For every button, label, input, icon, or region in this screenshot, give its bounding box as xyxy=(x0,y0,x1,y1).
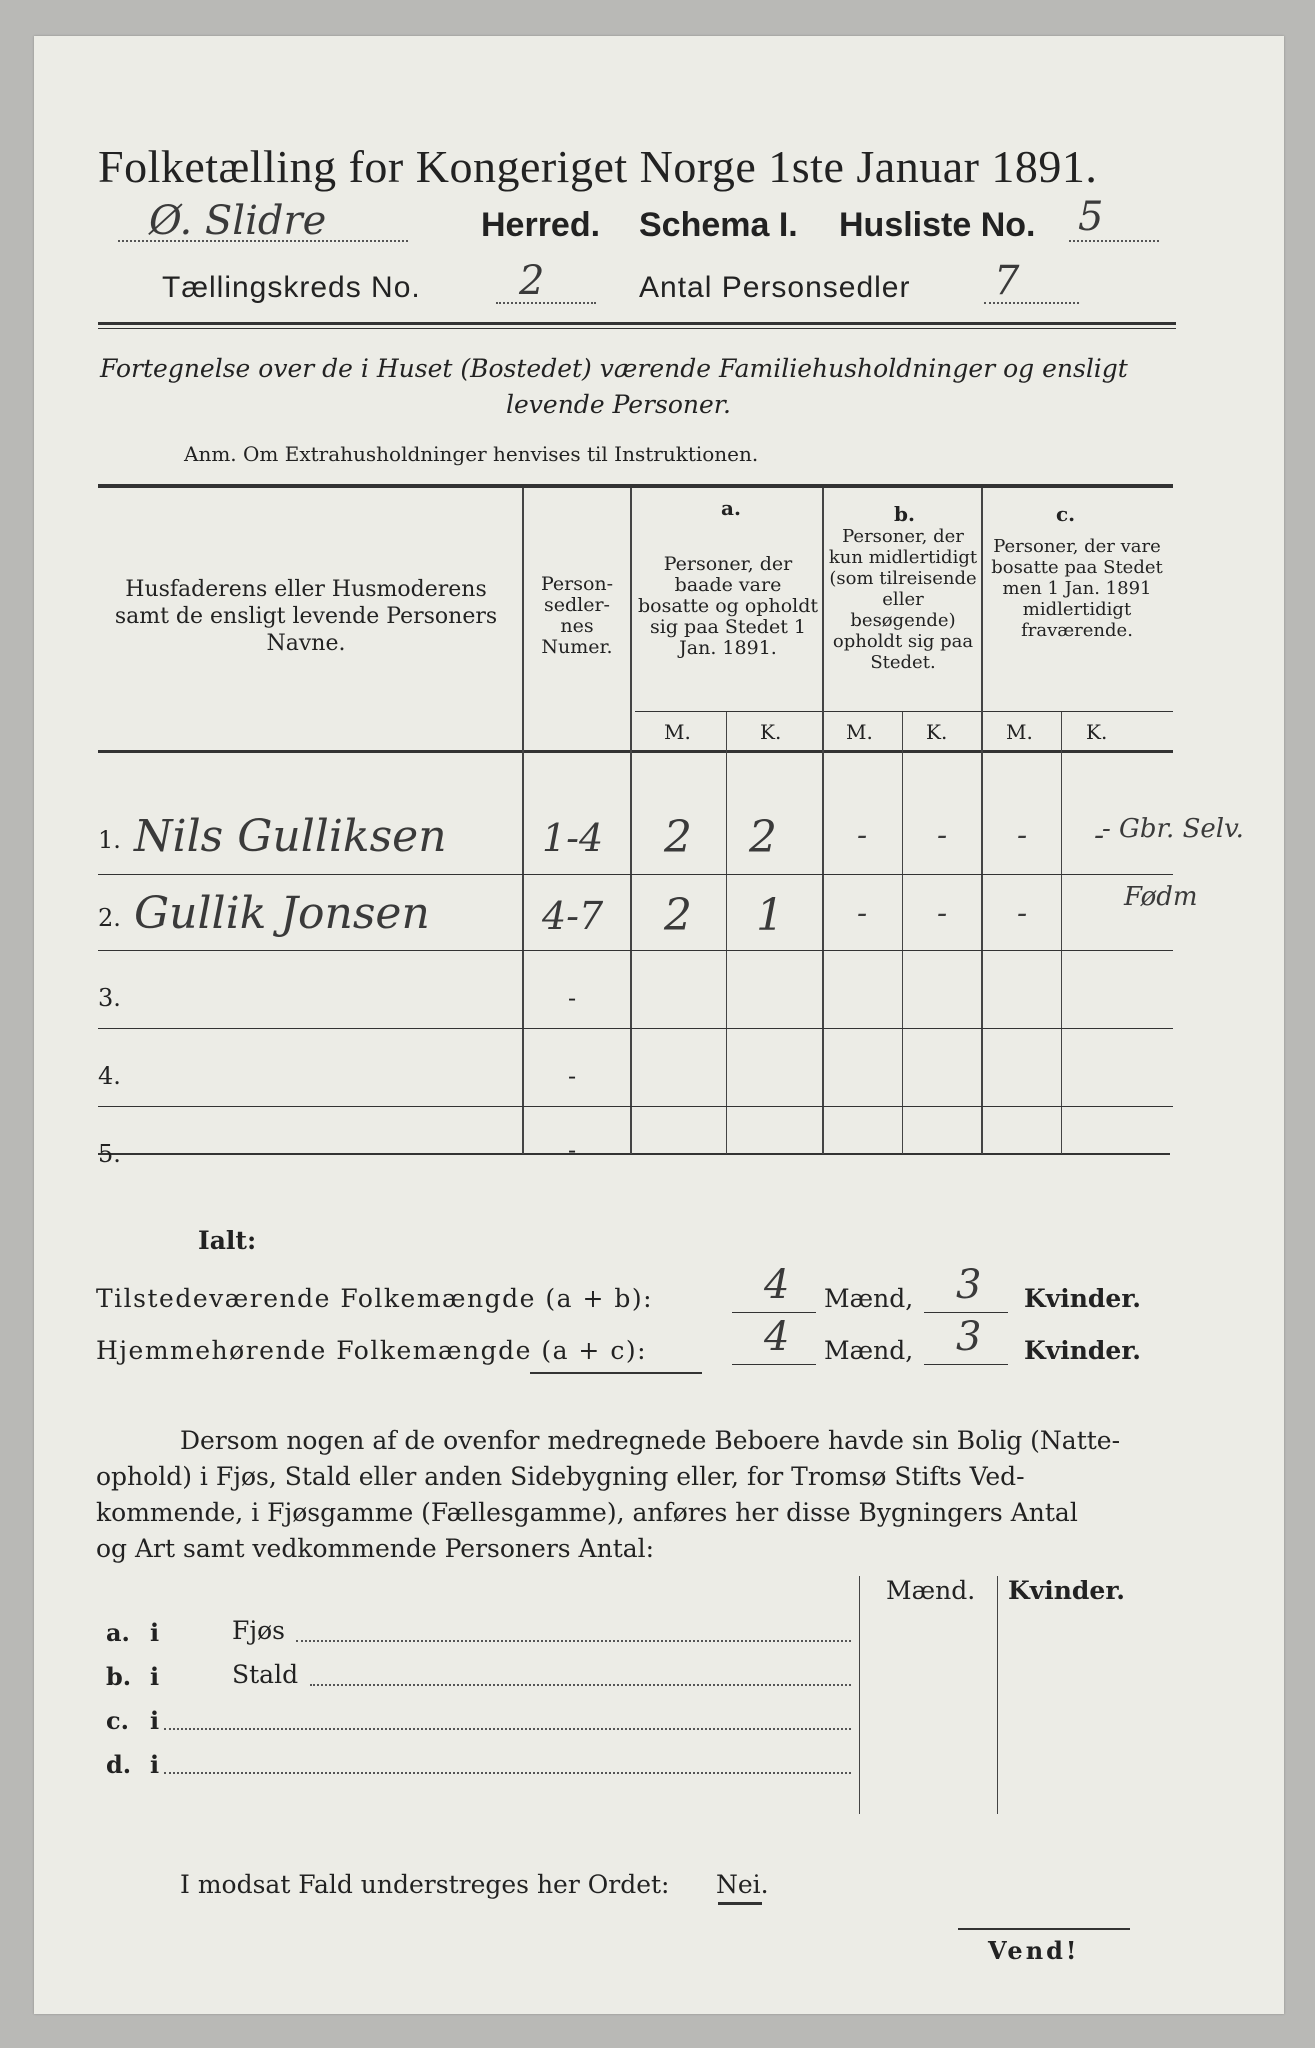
outbuildings-para-2: ophold) i Fjøs, Stald eller anden Sidebygning eller, for Tromsø Stifts Ved- xyxy=(96,1462,1025,1491)
row-2-b-m: - xyxy=(857,896,868,931)
outbuilding-a-i: i xyxy=(150,1618,160,1647)
personsedler-value: 7 xyxy=(994,258,1020,304)
outbuilding-c-dotline xyxy=(164,1728,851,1730)
col-num-header: Person-sedler-nes Numer. xyxy=(540,573,614,658)
row-1-c-m: - xyxy=(1017,818,1028,853)
row-2-personsedler: 4-7 xyxy=(542,894,604,938)
col-b-letter: b. xyxy=(894,502,915,526)
row-4-number: 4. xyxy=(98,1062,121,1090)
husliste-value: 5 xyxy=(1078,194,1104,240)
outbuildings-maend-header: Mænd. xyxy=(886,1576,976,1605)
a-m-header: M. xyxy=(664,720,691,744)
row-2-b-k: - xyxy=(937,896,948,931)
outbuildings-para-3: kommende, i Fjøsgamme (Fællesgamme), anføres her disse Bygningers Antal xyxy=(96,1498,1078,1527)
table-bottom-rule xyxy=(98,1153,1170,1155)
nei-underline xyxy=(718,1902,762,1905)
col-sep-a-mk xyxy=(726,712,727,1154)
hjemme-maend: Mænd, xyxy=(824,1336,914,1365)
row-rule-4 xyxy=(98,1106,1173,1107)
personsedler-label: Antal Personsedler xyxy=(639,271,911,304)
col-sep-b-mk xyxy=(902,712,903,1154)
kreds-dotline xyxy=(496,302,596,304)
hjemme-label: Hjemmehørende Folkemængde (a + c): xyxy=(96,1336,647,1365)
row-rule-2 xyxy=(98,950,1173,951)
husliste-label: Husliste No. xyxy=(839,206,1036,244)
header-rule-thin xyxy=(98,328,1176,329)
hjemme-m-line xyxy=(732,1364,816,1365)
col-sep-1 xyxy=(522,488,524,1154)
outbuildings-sep-2 xyxy=(997,1576,998,1814)
vend-text: Vend! xyxy=(988,1936,1080,1965)
tilstede-k-line xyxy=(924,1312,1008,1313)
row-1-c-k: - xyxy=(1094,818,1105,853)
row-1-a-k: 2 xyxy=(749,812,777,863)
row-5-personsedler: - xyxy=(568,1136,577,1164)
outbuilding-c-i: i xyxy=(150,1706,160,1735)
margin-note-1: - Gbr. Selv. xyxy=(1102,814,1244,844)
outbuildings-sep-1 xyxy=(859,1576,860,1814)
section-divider xyxy=(530,1372,702,1374)
row-4-personsedler: - xyxy=(568,1062,577,1090)
margin-note-2: Fødm xyxy=(1124,882,1198,912)
row-2-name: Gullik Jonsen xyxy=(134,888,430,939)
outbuilding-b-label: Stald xyxy=(232,1660,299,1689)
tilstede-label: Tilstedeværende Folkemængde (a + b): xyxy=(96,1284,654,1313)
row-5-number: 5. xyxy=(98,1140,121,1168)
row-1-a-m: 2 xyxy=(664,812,692,863)
row-1-b-k: - xyxy=(937,818,948,853)
outbuilding-b-dotline xyxy=(310,1684,851,1686)
outbuilding-d-dotline xyxy=(164,1772,851,1774)
modsat-text: I modsat Fald understreges her Ordet: xyxy=(180,1870,670,1899)
hjemme-m: 4 xyxy=(764,1314,790,1360)
col-a-header: Personer, der baade vare bosatte og opholdt sig paa Stedet 1 Jan. 1891. xyxy=(637,553,819,659)
tilstede-kvinder: Kvinder. xyxy=(1024,1284,1141,1313)
outbuilding-a-dotline xyxy=(296,1640,851,1642)
row-1-number: 1. xyxy=(98,826,121,854)
c-k-header: K. xyxy=(1086,720,1108,744)
row-2-a-k: 1 xyxy=(756,890,784,941)
a-k-header: K. xyxy=(760,720,782,744)
vend-rule xyxy=(958,1928,1130,1930)
col-c-letter: c. xyxy=(1056,502,1076,526)
col-b-header: Personer, der kun midlertidigt (som tilreisende eller besøgende) opholdt sig paa Stedet. xyxy=(828,526,978,673)
tilstede-m: 4 xyxy=(764,1262,790,1308)
outbuilding-c-letter: c. xyxy=(106,1706,129,1735)
tilstede-k: 3 xyxy=(956,1262,982,1308)
row-rule-1 xyxy=(98,874,1173,875)
schema-label: Schema I. xyxy=(639,206,798,244)
form-title: Folketælling for Kongeriget Norge 1ste Januar 1891. xyxy=(98,141,1098,192)
outbuilding-b-i: i xyxy=(150,1662,160,1691)
herred-value: Ø. Slidre xyxy=(149,198,327,244)
row-1-personsedler: 1-4 xyxy=(542,816,604,860)
col-sep-2 xyxy=(630,488,632,1154)
table-header-rule xyxy=(98,750,1173,753)
hjemme-kvinder: Kvinder. xyxy=(1024,1336,1141,1365)
ialt-label: Ialt: xyxy=(198,1226,257,1255)
census-form-page xyxy=(34,36,1284,2014)
outbuilding-b-letter: b. xyxy=(106,1662,132,1691)
tilstede-maend: Mænd, xyxy=(824,1284,914,1313)
intro-line-2: levende Personer. xyxy=(506,390,731,419)
hjemme-k-line xyxy=(924,1364,1008,1365)
tilstede-m-line xyxy=(732,1312,816,1313)
col-sep-3 xyxy=(822,488,824,1154)
intro-line-1: Fortegnelse over de i Huset (Bostedet) værende Familiehusholdninger og ensligt xyxy=(100,354,1128,383)
row-1-b-m: - xyxy=(857,818,868,853)
col-name-header: Husfaderens eller Husmoderens samt de ensligt levende Personers Navne. xyxy=(114,577,498,656)
outbuildings-para-1: Dersom nogen af de ovenfor medregnede Beboere havde sin Bolig (Natte- xyxy=(180,1426,1121,1455)
row-rule-3 xyxy=(98,1028,1173,1029)
anm-note: Anm. Om Extrahusholdninger henvises til Instruktionen. xyxy=(184,442,759,466)
outbuildings-para-4: og Art samt vedkommende Personers Antal: xyxy=(96,1534,655,1563)
b-m-header: M. xyxy=(846,720,873,744)
col-c-header: Personer, der vare bosatte paa Stedet men 1 Jan. 1891 midlertidigt fraværende. xyxy=(991,536,1163,641)
outbuilding-a-label: Fjøs xyxy=(232,1616,285,1645)
row-2-number: 2. xyxy=(98,904,121,932)
header-rule xyxy=(98,322,1176,325)
outbuilding-d-letter: d. xyxy=(106,1750,132,1779)
row-2-a-m: 2 xyxy=(664,890,692,941)
row-2-c-m: - xyxy=(1017,896,1028,931)
mk-rule xyxy=(635,711,1173,712)
kreds-value: 2 xyxy=(519,258,545,304)
row-3-number: 3. xyxy=(98,984,121,1012)
outbuildings-kvinder-header: Kvinder. xyxy=(1008,1576,1125,1605)
table-top-rule xyxy=(98,484,1173,488)
outbuilding-a-letter: a. xyxy=(106,1618,130,1647)
col-sep-c-mk xyxy=(1061,712,1062,1154)
herred-label: Herred. xyxy=(481,206,601,244)
outbuilding-d-i: i xyxy=(150,1750,160,1779)
nei-word: Nei. xyxy=(716,1870,769,1899)
col-sep-4 xyxy=(981,488,983,1154)
kreds-label: Tællingskreds No. xyxy=(162,271,421,304)
b-k-header: K. xyxy=(926,720,948,744)
c-m-header: M. xyxy=(1006,720,1033,744)
col-a-letter: a. xyxy=(721,496,741,520)
husliste-dotline xyxy=(1069,240,1159,242)
row-1-name: Nils Gulliksen xyxy=(134,811,447,862)
row-3-personsedler: - xyxy=(568,984,577,1012)
hjemme-k: 3 xyxy=(956,1314,982,1360)
